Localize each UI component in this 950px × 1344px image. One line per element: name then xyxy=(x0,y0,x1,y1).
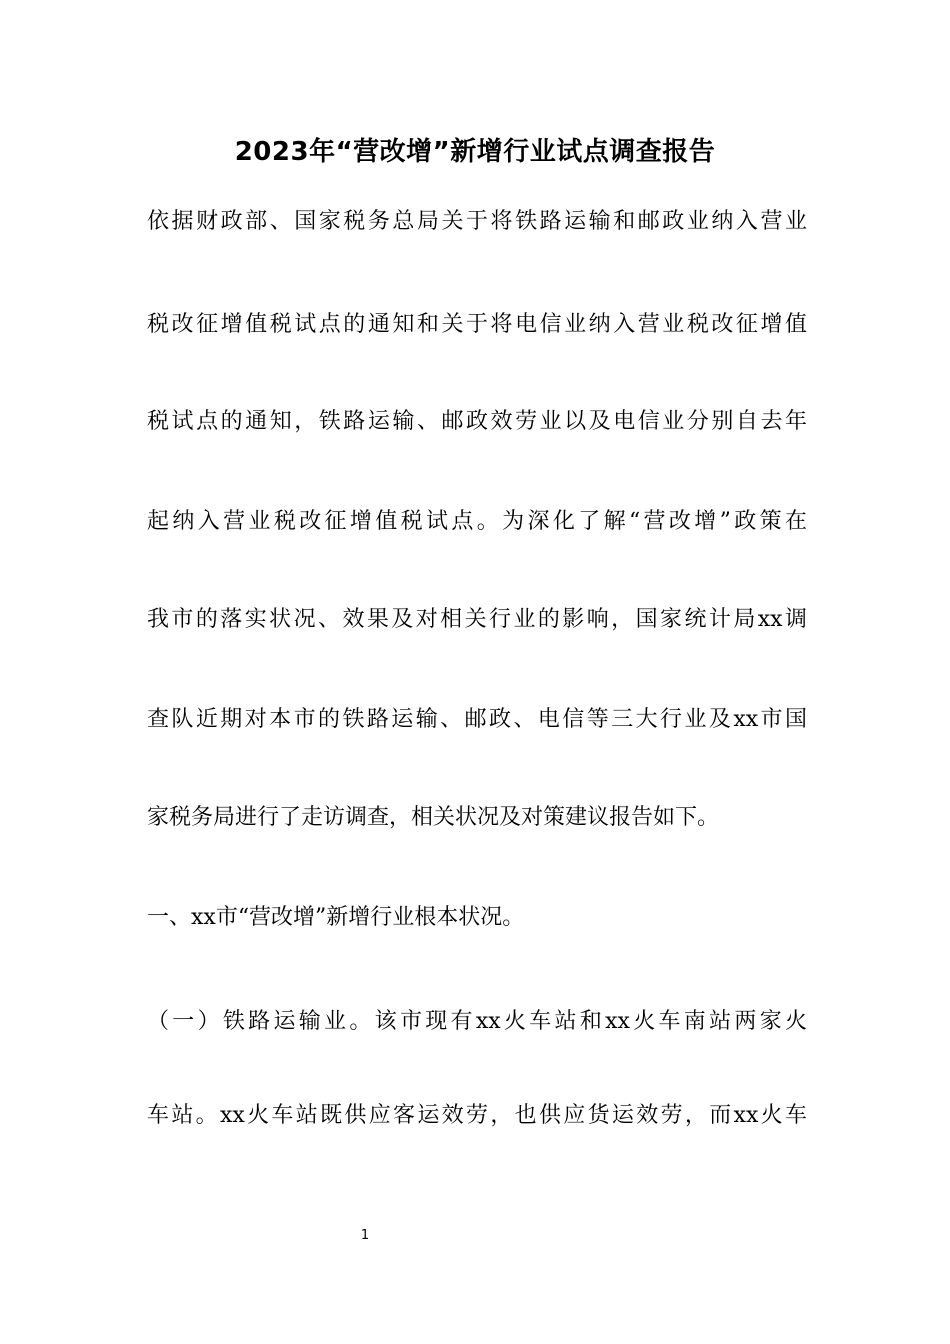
body-line-2: 税改征增值税试点的通知和关于将电信业纳入营业税改征增值 xyxy=(147,312,807,337)
body-line-1: 依据财政部、国家税务总局关于将铁路运输和邮政业纳入营业 xyxy=(147,209,807,234)
body-line-6: 查队近期对本市的铁路运输、邮政、电信等三大行业及xx市国 xyxy=(147,707,807,732)
page-number: 1 xyxy=(360,1228,370,1243)
section-heading-1: 一、xx市“营改增”新增行业根本状况。 xyxy=(147,905,525,930)
document-title: 2023年“营改增”新增行业试点调查报告 xyxy=(234,137,716,167)
body-line-10: 车站。xx火车站既供应客运效劳，也供应货运效劳，而xx火车 xyxy=(147,1103,807,1128)
body-line-9: （一）铁路运输业。该市现有xx火车站和xx火车南站两家火 xyxy=(147,1009,807,1034)
body-line-3: 税试点的通知，铁路运输、邮政效劳业以及电信业分别自去年 xyxy=(147,409,807,434)
body-line-4: 起纳入营业税改征增值税试点。为深化了解“营改增”政策在 xyxy=(147,509,807,534)
body-line-7: 家税务局进行了走访调查，相关状况及对策建议报告如下。 xyxy=(147,805,720,830)
body-line-5: 我市的落实状况、效果及对相关行业的影响，国家统计局xx调 xyxy=(147,607,807,632)
